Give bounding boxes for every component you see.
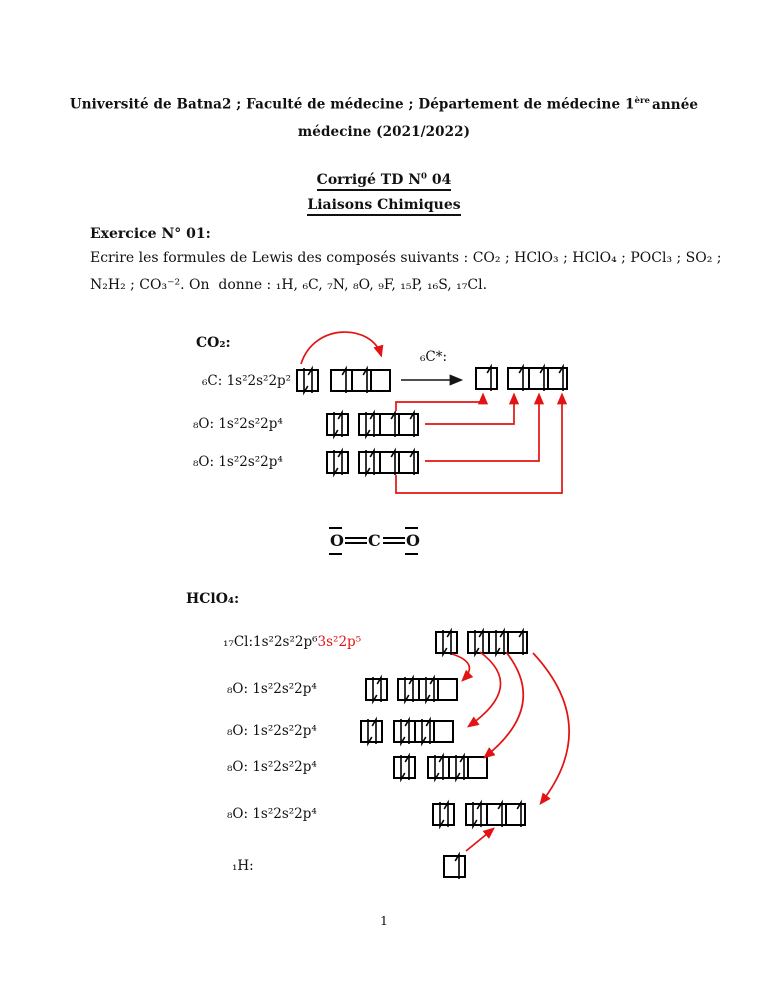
orbital-cell	[469, 633, 488, 652]
lewis-atom-c: C	[368, 531, 381, 550]
title-text: Corrigé TD N	[316, 171, 422, 188]
title-text-tail: 04	[426, 171, 452, 188]
orbital-cell	[434, 805, 453, 824]
orbital-box-group-hclo4-o1	[397, 678, 458, 701]
orbital-box-group-hclo4-cl	[467, 631, 528, 654]
orbital-cell	[448, 758, 467, 777]
orbital-cell	[509, 369, 528, 388]
electron-up-arrow	[443, 801, 452, 828]
header-text: Université de Batna2 ; Faculté de médecine ; Département de médecine 1	[69, 96, 635, 113]
orbital-box-group-co2-cstar	[475, 367, 498, 390]
orbital-box-group-co2-o2	[358, 451, 419, 474]
orbital-box-group-hclo4-o1	[365, 678, 388, 701]
subtitle-text: Liaisons Chimiques	[307, 197, 460, 216]
orbital-box-group-co2-c	[330, 369, 391, 392]
co2-section-title: CO₂:	[196, 335, 231, 351]
orbital-box-group-hclo4-cl	[435, 631, 458, 654]
orbital-cell	[360, 415, 379, 434]
orbital-cell	[398, 453, 417, 472]
exercise-line2: N₂H₂ ; CO₃⁻². On donne : ₁H, ₆C, ₇N, ₈O, ₉F, ₁₅P, ₁₆S, ₁₇Cl.	[90, 277, 488, 293]
electron-up-arrow	[518, 365, 527, 392]
orbital-cell	[505, 805, 524, 824]
orbital-box-group-hclo4-o4	[465, 803, 526, 826]
exercise-line1: Ecrire les formules de Lewis des composés suivants : CO₂ ; HClO₃ ; HClO₄ ; POCl₃ ; SO₂ ;	[90, 250, 722, 266]
electron-up-arrow	[307, 367, 316, 394]
title-superscript: 0	[421, 171, 427, 181]
orbital-cell	[486, 805, 505, 824]
hclo4-oxygen3-label: ₈O: 1s²2s²2p⁴	[227, 759, 317, 775]
electron-up-arrow	[476, 801, 485, 828]
orbital-cell	[528, 369, 547, 388]
orbital-box-group-hclo4-h	[443, 855, 466, 878]
lewis-atom-o-left: O	[330, 531, 344, 550]
electron-up-arrow	[408, 676, 417, 703]
orbital-cell	[328, 415, 347, 434]
orbital-cell	[362, 722, 381, 741]
electron-up-arrow	[376, 676, 385, 703]
orbital-cell	[298, 371, 317, 390]
electron-up-arrow	[369, 449, 378, 476]
orbital-box-group-co2-o2	[326, 451, 349, 474]
electron-up-arrow	[371, 718, 380, 745]
orbital-cell	[360, 453, 379, 472]
orbital-box-group-hclo4-o4	[432, 803, 455, 826]
chlorine-config-red: 3s²2p⁵	[317, 634, 362, 650]
electron-up-arrow	[486, 365, 495, 392]
electron-up-arrow	[409, 449, 418, 476]
orbital-cell	[379, 415, 398, 434]
electron-up-arrow	[438, 754, 447, 781]
hclo4-section-title: HClO₄:	[186, 591, 240, 607]
header-superscript: ère	[634, 96, 651, 106]
orbital-cell	[351, 371, 370, 390]
page-number: 1	[380, 913, 388, 928]
orbital-box-group-co2-cstar	[507, 367, 568, 390]
electron-up-arrow	[404, 754, 413, 781]
orbital-box-group-co2-o1	[326, 413, 349, 436]
orbital-cell	[437, 680, 456, 699]
orbital-cell	[395, 722, 414, 741]
hclo4-oxygen4-label: ₈O: 1s²2s²2p⁴	[227, 806, 317, 822]
orbital-cell	[547, 369, 566, 388]
electron-up-arrow	[454, 853, 463, 880]
orbital-cell	[414, 722, 433, 741]
electron-up-arrow	[518, 629, 527, 656]
electron-up-arrow	[478, 629, 487, 656]
orbital-box-group-co2-c	[296, 369, 319, 392]
electron-up-arrow	[369, 411, 378, 438]
header-text-tail: année	[652, 96, 699, 113]
carbon-config-label: ₆C: 1s²2s²2p²	[202, 373, 292, 389]
university-header-line2: médecine (2021/2022)	[297, 124, 471, 140]
orbital-cell	[467, 805, 486, 824]
electron-up-arrow	[446, 629, 455, 656]
orbital-cell	[367, 680, 386, 699]
excited-carbon-label: ₆C*:	[420, 349, 448, 365]
orbital-cell	[445, 857, 464, 876]
orbital-cell	[507, 633, 526, 652]
orbital-cell	[433, 722, 452, 741]
chlorine-config-black: ₁₇Cl:1s²2s²2p⁶	[223, 634, 318, 650]
orbital-box-group-hclo4-o2	[360, 720, 383, 743]
electron-up-arrow	[516, 801, 525, 828]
electron-up-arrow	[337, 411, 346, 438]
hydrogen-label: ₁H:	[232, 858, 254, 874]
orbital-cell	[332, 371, 351, 390]
oxygen2-config-label: ₈O: 1s²2s²2p⁴	[193, 454, 283, 470]
orbital-box-group-hclo4-o2	[393, 720, 454, 743]
orbital-cell	[379, 453, 398, 472]
electron-up-arrow	[558, 365, 567, 392]
lewis-atom-o-right: O	[406, 531, 420, 550]
orbital-cell	[418, 680, 437, 699]
hclo4-oxygen2-label: ₈O: 1s²2s²2p⁴	[227, 723, 317, 739]
orbital-box-group-hclo4-o3	[393, 756, 416, 779]
orbital-box-group-hclo4-o3	[427, 756, 488, 779]
electron-up-arrow	[337, 449, 346, 476]
orbital-cell	[370, 371, 389, 390]
orbital-box-group-co2-o1	[358, 413, 419, 436]
orbital-cell	[437, 633, 456, 652]
electron-up-arrow	[409, 411, 418, 438]
electron-up-arrow	[404, 718, 413, 745]
exercise-heading: Exercice N° 01:	[90, 226, 211, 242]
orbital-cell	[429, 758, 448, 777]
orbital-cell	[399, 680, 418, 699]
oxygen1-config-label: ₈O: 1s²2s²2p⁴	[193, 416, 283, 432]
orbital-cell	[488, 633, 507, 652]
hclo4-oxygen1-label: ₈O: 1s²2s²2p⁴	[227, 681, 317, 697]
orbital-cell	[328, 453, 347, 472]
orbital-cell	[467, 758, 486, 777]
orbital-cell	[477, 369, 496, 388]
electron-up-arrow	[341, 367, 350, 394]
orbital-cell	[398, 415, 417, 434]
orbital-cell	[395, 758, 414, 777]
